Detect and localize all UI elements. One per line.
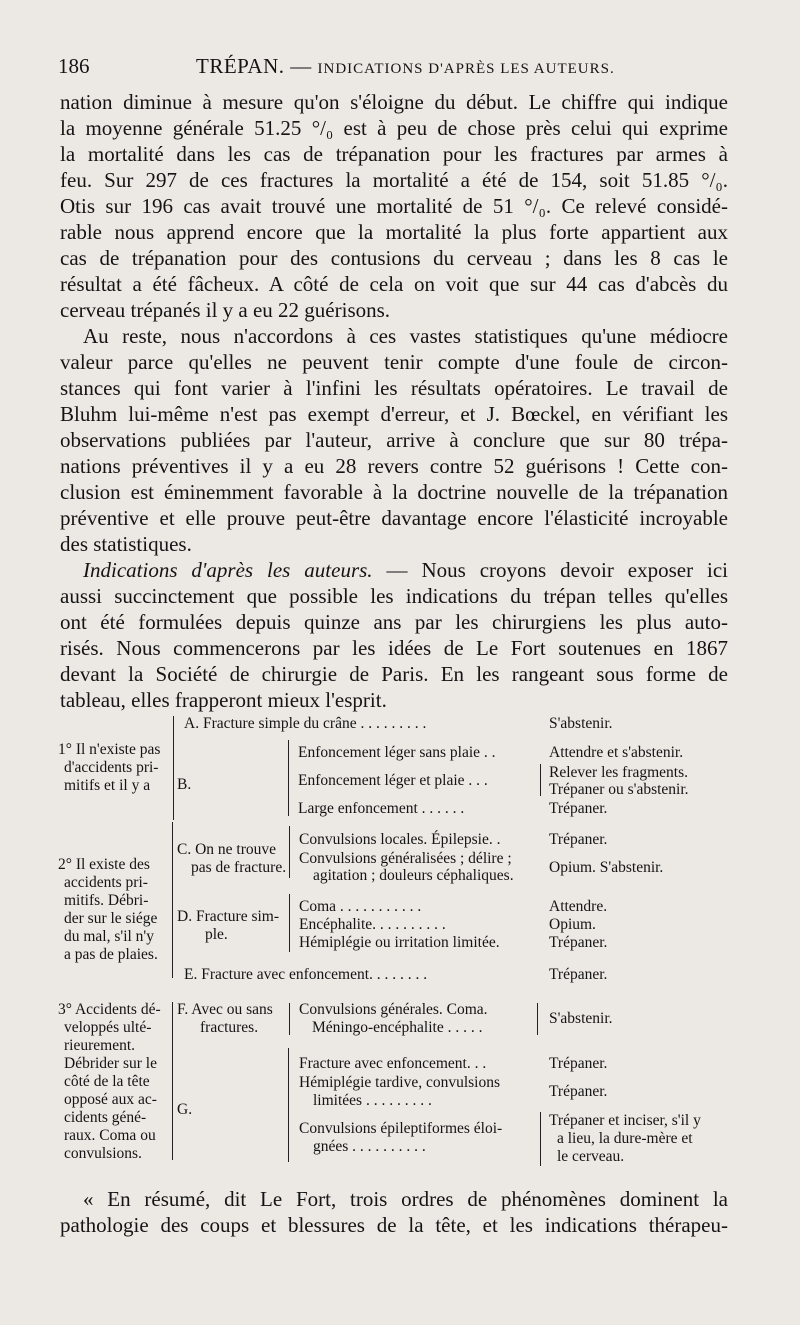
text-line: aussi succinctement que possible les indications du trépan telles qu'elles [60, 584, 728, 608]
group-label-line: raux. Coma ou [64, 1127, 156, 1144]
row-b1-action: Attendre et s'abstenir. [549, 744, 684, 761]
group-label-line: 3° Accidents dé- [58, 1001, 161, 1018]
row-c2-action: Opium. S'abstenir. [549, 859, 664, 876]
title-main: TRÉPAN. [196, 54, 285, 78]
row-g3-action: le cerveau. [557, 1148, 625, 1165]
row-d3-action: Trépaner. [549, 934, 608, 951]
row-c2-text: Convulsions généralisées ; délire ; [299, 850, 512, 867]
text-line: cas de trépanation pour des contusions du cerveau ; dans les 8 cas le [60, 246, 728, 270]
row-g3-action: a lieu, la dure-mère et [557, 1130, 693, 1147]
text-line: rable nous apprend encore que la mortalité la plus forte appartient aux [60, 220, 728, 244]
text-line [83, 557, 728, 583]
text-line: observations publiées par l'auteur, arrive à conclure que sur 80 trépa- [60, 428, 728, 452]
row-d3-text: Hémiplégie ou irritation limitée. [299, 934, 500, 951]
row-c-label: C. On ne trouve [177, 841, 277, 858]
text-line: stances qui font varier à l'infini les résultats opératoires. Le travail de [60, 376, 728, 400]
row-b3-text: Large enfoncement . . . . . . [298, 800, 465, 817]
row-f1-text: Convulsions générales. Coma. [299, 1001, 488, 1018]
text-line: Bluhm lui-même n'est pas exempt d'erreur, et J. Bœckel, en vérifiant les [60, 402, 728, 426]
row-d1-text: Coma . . . . . . . . . . . [299, 898, 422, 915]
text-line: nations préventives il y a eu 28 revers contre 52 guérisons ! Cette con- [60, 454, 728, 478]
brace-line [289, 826, 290, 878]
row-a-action: S'abstenir. [549, 715, 613, 732]
brace-line [540, 764, 541, 796]
row-b3-action: Trépaner. [549, 800, 608, 817]
row-e-action: Trépaner. [549, 966, 608, 983]
group-label-line: mitifs. Débri- [64, 892, 149, 909]
group-label-line: 2° Il existe des [58, 856, 150, 873]
row-b2-action: Trépaner ou s'abstenir. [549, 781, 689, 798]
text-line: devant la Société de chirurgie de Paris. En les rangeant sous forme de [60, 662, 728, 686]
running-header [58, 54, 734, 82]
text-line: Otis sur 196 cas avait trouvé une mortalité de 51 °/₀. Ce relevé considé- [60, 194, 728, 218]
row-c2-text: agitation ; douleurs céphaliques. [313, 867, 514, 884]
row-g3-action: Trépaner et inciser, s'il y [549, 1112, 701, 1129]
row-g2-action: Trépaner. [549, 1083, 608, 1100]
row-b2-action: Relever les fragments. [549, 764, 689, 781]
text-run: — Nous croyons devoir exposer ici [372, 558, 728, 582]
group-label-line: accidents pri- [64, 874, 148, 891]
group-label-line: mitifs et il y a [64, 777, 151, 794]
row-e-text: E. Fracture avec enfoncement. . . . . . . . [184, 966, 428, 983]
text-line: clusion est éminemment favorable à la doctrine nouvelle de la trépanation [60, 480, 728, 504]
running-title [196, 54, 615, 79]
text-line: ont été formulées depuis quinze ans par les chirurgiens les plus auto- [60, 610, 728, 634]
row-b2-text: Enfoncement léger et plaie . . . [298, 772, 488, 789]
title-sub: INDICATIONS D'APRÈS LES AUTEURS. [317, 61, 615, 77]
text-line: Au reste, nous n'accordons à ces vastes statistiques qu'une médiocre [83, 324, 728, 348]
row-b-label: B. [177, 776, 192, 793]
title-dash: — [284, 54, 318, 78]
group-label-line: veloppés ulté- [64, 1019, 152, 1036]
brace-line [173, 716, 174, 820]
row-d-label: D. Fracture sim- [177, 908, 280, 925]
brace-line [288, 740, 289, 816]
group-label-line: rieurement. [64, 1037, 136, 1054]
group-label-line: du mal, s'il n'y [64, 928, 154, 945]
row-f-action: S'abstenir. [549, 1010, 613, 1027]
text-line: la moyenne générale 51.25 °/₀ est à peu de chose près celui qui exprime [60, 116, 728, 140]
text-line: risés. Nous commencerons par les idées de Le Fort soutenues en 1867 [60, 636, 728, 660]
row-b1-text: Enfoncement léger sans plaie . . [298, 744, 496, 761]
row-a-text: A. Fracture simple du crâne . . . . . . . . . [184, 715, 427, 732]
brace-line [289, 894, 290, 952]
row-f-label: fractures. [200, 1019, 259, 1036]
text-line: tableau, elles frapperont mieux l'esprit. [60, 688, 387, 712]
row-g3-text: gnées . . . . . . . . . . [313, 1138, 426, 1155]
group-label-line: cidents géné- [64, 1109, 147, 1126]
brace-line [172, 822, 173, 978]
text-line: nation diminue à mesure qu'on s'éloigne du début. Le chiffre qui indique [60, 90, 728, 114]
text-line: pathologie des coups et blessures de la tête, et les indications thérapeu- [60, 1213, 728, 1237]
text-line: la mortalité dans les cas de trépanation pour les fractures par armes à [60, 142, 728, 166]
row-g-label: G. [177, 1101, 193, 1118]
group-label-line: opposé aux ac- [64, 1091, 157, 1108]
text-line: des statistiques. [60, 532, 192, 556]
group-label-line: 1° Il n'existe pas [58, 741, 161, 758]
group-label-line: d'accidents pri- [64, 759, 159, 776]
text-line: feu. Sur 297 de ces fractures la mortalité a été de 154, soit 51.85 °/₀. [60, 168, 728, 192]
row-c-label: pas de fracture. [191, 859, 287, 876]
row-g1-action: Trépaner. [549, 1055, 608, 1072]
group-label-line: convulsions. [64, 1145, 142, 1162]
row-g2-text: limitées . . . . . . . . . [313, 1092, 432, 1109]
row-c1-action: Trépaner. [549, 831, 608, 848]
text-line: résultat a été fâcheux. A côté de cela on voit que sur 44 cas d'abcès du [60, 272, 728, 296]
text-line: cerveau trépanés il y a eu 22 guérisons. [60, 298, 391, 322]
row-f2-text: Méningo-encéphalite . . . . . [312, 1019, 483, 1036]
row-c1-text: Convulsions locales. Épilepsie. . [299, 831, 501, 848]
brace-line [288, 1048, 289, 1162]
brace-line [289, 1003, 290, 1035]
page-number: 186 [58, 54, 90, 78]
text-line: « En résumé, dit Le Fort, trois ordres de phénomènes dominent la [83, 1187, 728, 1211]
row-g1-text: Fracture avec enfoncement. . . [299, 1055, 487, 1072]
row-d-label: ple. [205, 926, 228, 943]
brace-line [540, 1112, 541, 1166]
text-line: préventive et elle prouve peut-être davantage encore l'élasticité incroyable [60, 506, 728, 530]
text-line: valeur parce qu'elles ne peuvent tenir compte d'une foule de circon- [60, 350, 728, 374]
row-d1-action: Attendre. [549, 898, 608, 915]
row-f-label: F. Avec ou sans [177, 1001, 273, 1018]
row-g3-text: Convulsions épileptiformes éloi- [299, 1120, 503, 1137]
section-heading: Indications d'après les auteurs. [83, 558, 373, 582]
row-d2-text: Encéphalite. . . . . . . . . . [299, 916, 446, 933]
group-label-line: der sur le siége [64, 910, 158, 927]
row-d2-action: Opium. [549, 916, 596, 933]
group-label-line: côté de la tête [64, 1073, 150, 1090]
group-label-line: Débrider sur le [64, 1055, 157, 1072]
group-label-line: a pas de plaies. [64, 946, 158, 963]
row-g2-text: Hémiplégie tardive, convulsions [299, 1074, 501, 1091]
brace-line [172, 1002, 173, 1160]
brace-line [537, 1003, 538, 1035]
